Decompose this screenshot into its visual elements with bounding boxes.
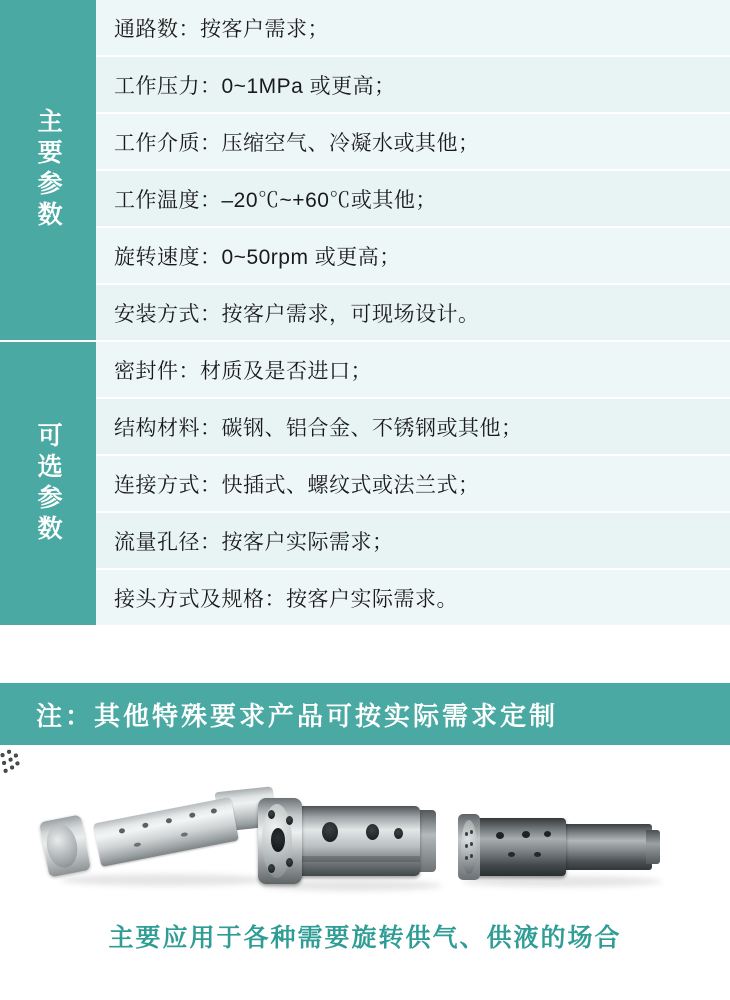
product-2-body [288, 806, 420, 876]
product-3-face-plate [461, 820, 477, 874]
spec-row: 流量孔径：按客户实际需求； [96, 513, 730, 570]
product-2-bolt-hole [268, 810, 275, 819]
product-1-port-holes [0, 747, 21, 778]
spec-group-optional [0, 342, 730, 627]
note-bar [0, 683, 730, 745]
group-label-main-text: 主要参数 [34, 108, 63, 232]
spec-row: 接头方式及规格：按客户实际需求。 [96, 570, 730, 627]
footer-caption: 主要应用于各种需要旋转供气、供液的场合 [108, 924, 622, 952]
product-photo-stage [0, 748, 730, 918]
product-1-body [93, 797, 239, 867]
product-2-bolt-hole [268, 864, 275, 873]
product-photo-area [0, 748, 730, 918]
spec-row: 安装方式：按客户需求，可现场设计。 [96, 285, 730, 342]
spec-group-main [0, 0, 730, 342]
product-2-bolt-hole [286, 858, 293, 867]
group-label-optional [0, 342, 96, 627]
spec-row: 通路数：按客户需求； [96, 0, 730, 57]
spec-rows-main [96, 0, 730, 342]
product-3-body-front [470, 818, 566, 876]
spec-row: 连接方式：快插式、螺纹式或法兰式； [96, 456, 730, 513]
shadow-1 [60, 874, 270, 886]
spec-row: 结构材料：碳钢、铝合金、不锈钢或其他； [96, 399, 730, 456]
spec-row: 旋转速度：0~50rpm 或更高； [96, 228, 730, 285]
spec-rows-optional [96, 342, 730, 627]
spec-row: 密封件：材质及是否进口； [96, 342, 730, 399]
product-3-tip [646, 830, 660, 864]
product-2-center-bore [271, 828, 285, 852]
group-label-main [0, 0, 96, 342]
shadow-3 [462, 876, 662, 887]
spec-row: 工作温度：–20℃~+60℃或其他； [96, 171, 730, 228]
spec-row: 工作压力：0~1MPa 或更高； [96, 57, 730, 114]
group-label-optional-text: 可选参数 [34, 421, 63, 546]
spec-row: 工作介质：压缩空气、冷凝水或其他； [96, 114, 730, 171]
note-text: 注：其他特殊要求产品可按实际需求定制 [36, 700, 559, 731]
product-2-bolt-hole [286, 816, 293, 825]
product-3-body-rear [560, 824, 652, 870]
